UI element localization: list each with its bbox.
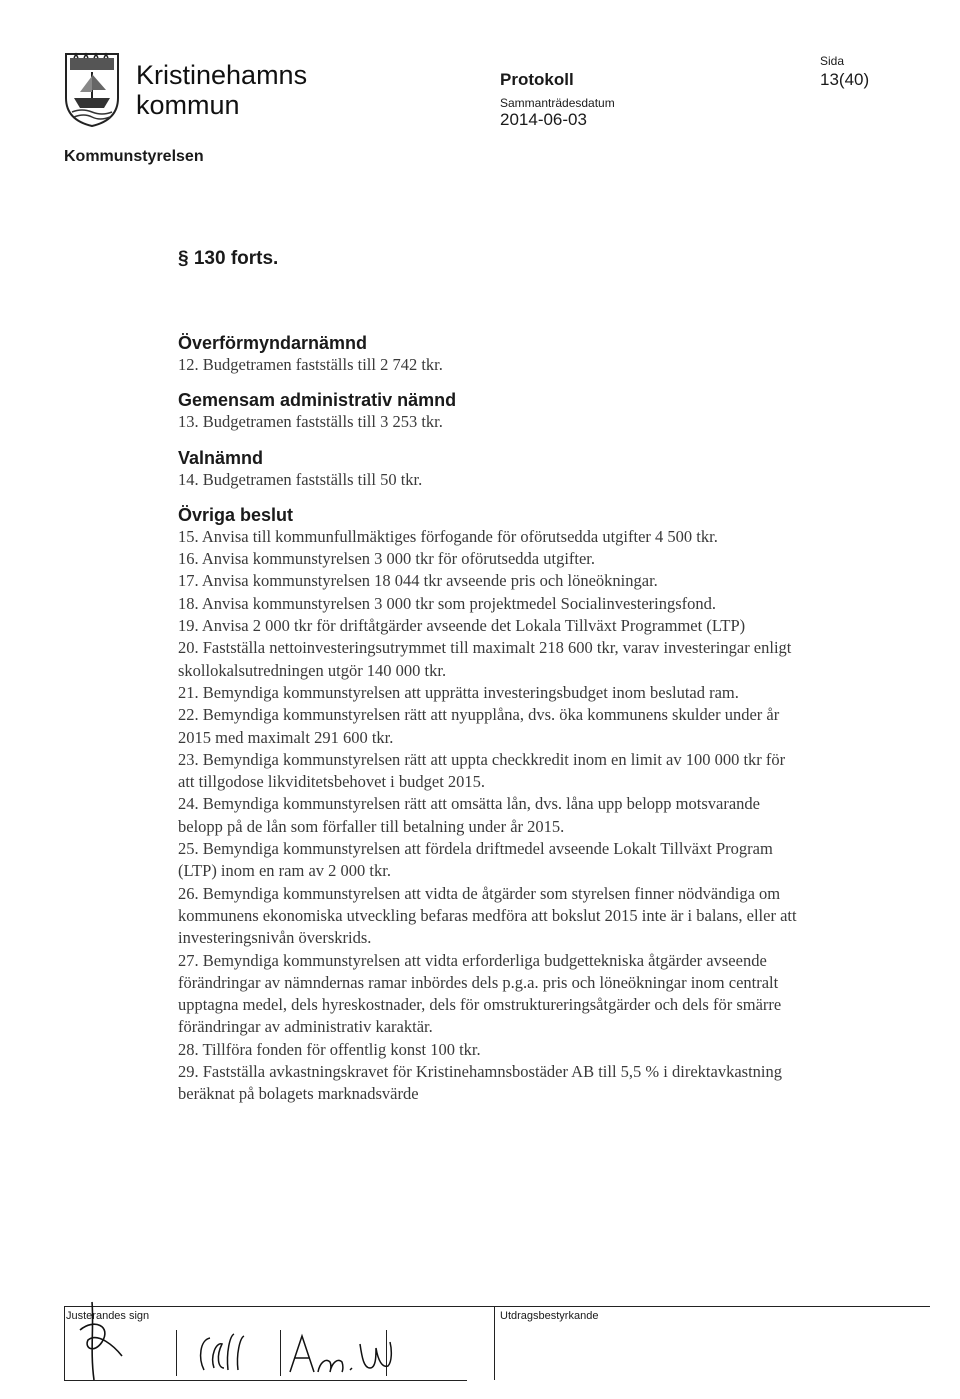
decision-item: 19. Anvisa 2 000 tkr för driftåtgärder avseende det Lokala Tillväxt Programmet (LTP) (178, 616, 746, 636)
decision-item: 12. Budgetramen fastställs till 2 742 tkr. (178, 355, 443, 374)
organization-name-line-2: kommun (136, 90, 240, 120)
block-heading: Överförmyndarnämnd (178, 333, 368, 353)
decision-item: 20. Fastställa nettoinvesteringsutrymmet till maximalt 218 600 tkr, varav investeringar enligt skollokalsutredningen utgör 140 000 tkr. (178, 638, 792, 680)
decision-item: 28. Tillföra fonden för offentlig konst 100 tkr. (178, 1039, 481, 1059)
committee-name: Kommunstyrelsen (64, 148, 204, 165)
decision-list (178, 332, 798, 1106)
decision-item: 17. Anvisa kommunstyrelsen 18 044 tkr avseende pris och löneökningar. (178, 571, 658, 591)
meeting-date: 2014-06-03 (500, 110, 587, 129)
document-type: Protokoll (500, 70, 574, 89)
block-heading: Övriga beslut (178, 504, 294, 525)
decision-item: 18. Anvisa kommunstyrelsen 3 000 tkr som projektmedel Socialinvesteringsfond. (178, 593, 717, 613)
decision-item: 22. Bemyndiga kommunstyrelsen rätt att nyupplåna, dvs. öka kommunens skulder under år 2015 med maximalt 291 600 tkr. (178, 705, 780, 747)
block-heading: Gemensam administrativ nämnd (178, 390, 457, 411)
page-label: Sida (820, 54, 845, 68)
decision-item: 25. Bemyndiga kommunstyrelsen att fördela driftmedel avseende Lokalt Tillväxt Program (LTP) inom en ram av 2 000 tkr. (178, 839, 773, 881)
decision-item: 26. Bemyndiga kommunstyrelsen att vidta de åtgärder som styrelsen finner nödvändiga om kommunens ekonomiska utveckling befaras medföra att bokslut 2015 inte är i balans, eller att investeringsnivån överskrids. (178, 883, 797, 948)
extract-certification-label: Utdragsbestyrkande (500, 1310, 599, 1322)
decision-item: 29. Fastställa avkastningskravet för Kristinehamnsbostäder AB till 5,5 % i direktavkastning beräknat på bolagets marknadsvärde (178, 1062, 782, 1104)
signature-label: Justerandes sign (66, 1310, 150, 1322)
decision-item: 23. Bemyndiga kommunstyrelsen rätt att uppta checkkredit inom en limit av 100 000 tkr för att tillgodose likviditetsbehovet i budget 2015. (178, 749, 786, 792)
decision-item: 14. Budgetramen fastställs till 50 tkr. (178, 469, 423, 489)
section-title: § 130 forts. (178, 248, 279, 269)
decision-item: 27. Bemyndiga kommunstyrelsen att vidta erforderliga budgettekniska åtgärder avseende förändringar av nämndernas ramar inbördes dels p.g.a. pris och löneökningar inom centralt upptagna medel, dels hyreskostnader, dels för omstruktureringsåtgärder och dels för smärre förändringar av administrativ karaktär. (178, 950, 782, 1037)
page-number: 13(40) (820, 70, 870, 89)
handwritten-signatures (64, 1296, 466, 1382)
decision-item: 15. Anvisa till kommunfullmäktiges förfogande för oförutsedda utgifter 4 500 tkr. (178, 526, 718, 546)
organization-name-line-1: Kristinehamns (136, 60, 308, 90)
organization-name (136, 60, 307, 120)
block-heading: Valnämnd (178, 447, 264, 468)
municipal-coat-of-arms-logo (62, 50, 122, 128)
decision-item: 21. Bemyndiga kommunstyrelsen att upprätta investeringsbudget inom beslutad ram. (178, 682, 739, 702)
decision-item: 13. Budgetramen fastställs till 3 253 tkr. (178, 412, 443, 432)
decision-item: 24. Bemyndiga kommunstyrelsen rätt att omsätta lån, dvs. låna upp belopp motsvarande belopp på de lån som förfaller till betalning under år 2015. (178, 794, 760, 836)
meeting-date-label: Sammanträdesdatum (500, 96, 615, 110)
decision-item: 16. Anvisa kommunstyrelsen 3 000 tkr för oförutsedda utgifter. (178, 549, 596, 569)
